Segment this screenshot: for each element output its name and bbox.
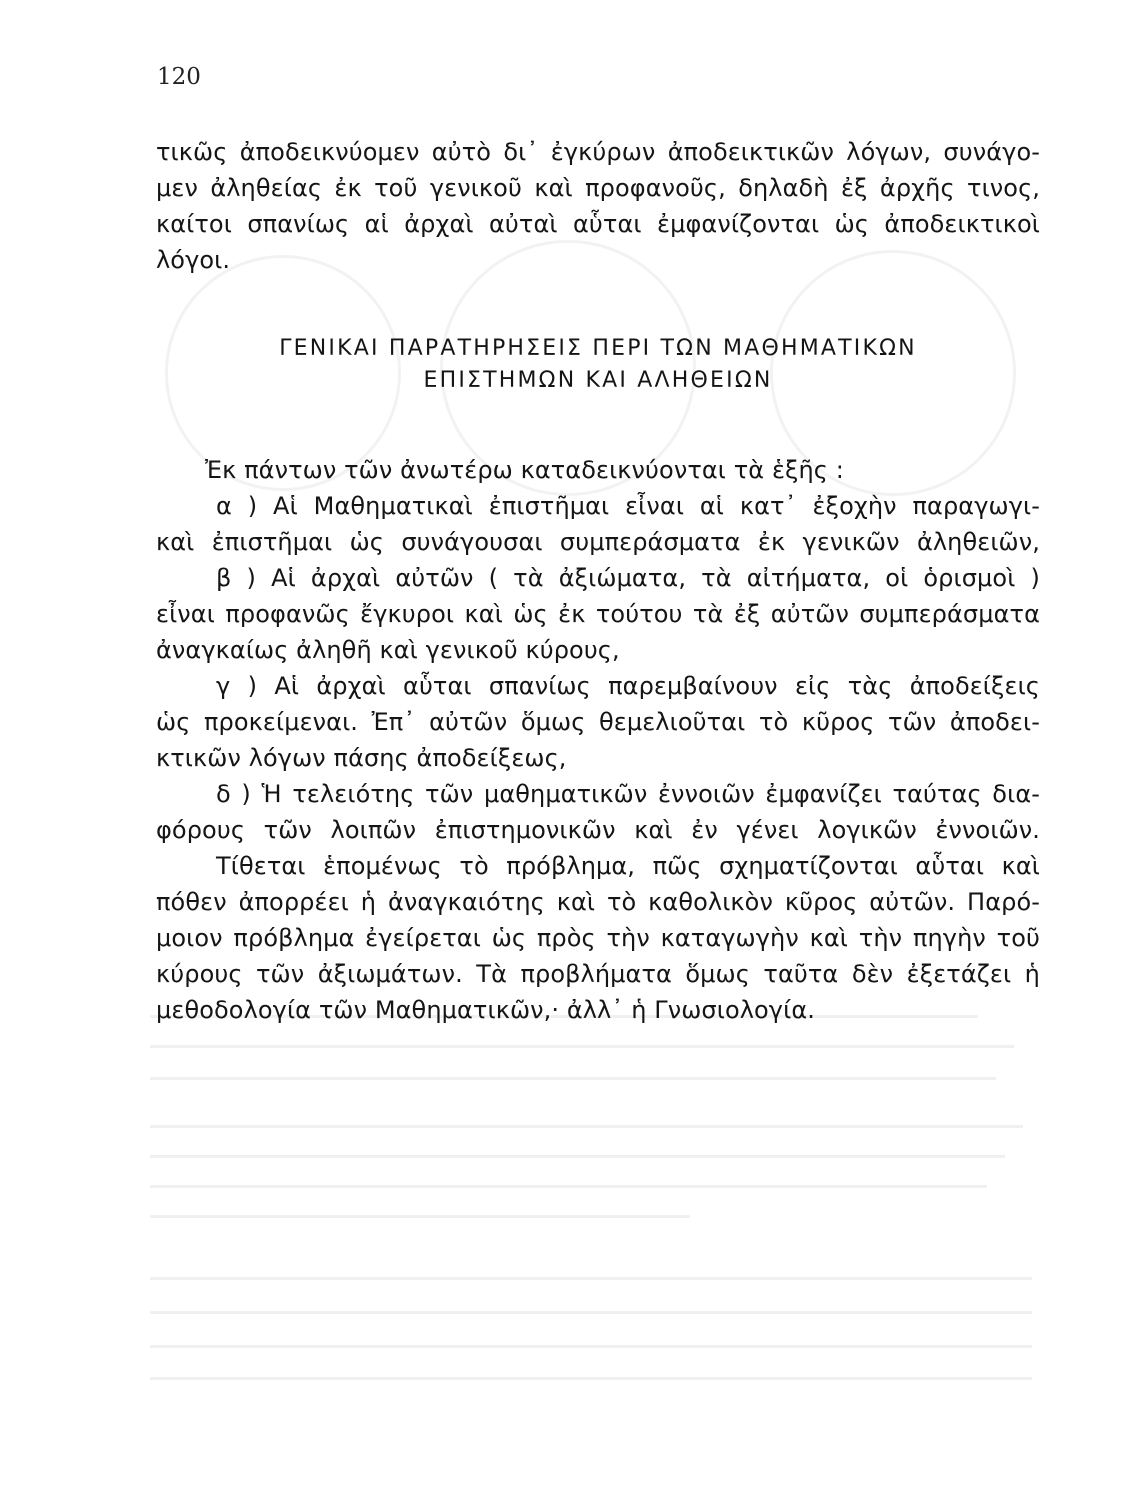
- body-line: μεθοδολογία τῶν Μαθηματικῶν,· ἀλλ᾽ ἡ Γνωσιολογία.: [156, 996, 815, 1024]
- page-number: 120: [157, 64, 201, 90]
- body-line: ὡς προκείμεναι. Ἐπ᾽ αὐτῶν ὅμως θεμελιοῦται τὸ κῦρος τῶν ἀποδει-: [156, 708, 1040, 736]
- show-through-line: [150, 1030, 1050, 1064]
- show-through-line: [150, 1362, 1050, 1396]
- intro-line: μεν ἀληθείας ἐκ τοῦ γενικοῦ καὶ προφανοῦς, δηλαδὴ ἐξ ἀρχῆς τινος,: [156, 174, 1040, 202]
- body-line: α ) Αἱ Μαθηματικαὶ ἐπιστῆμαι εἶναι αἱ κατ᾽ ἐξοχὴν παραγωγι-: [216, 492, 1040, 520]
- show-through-line: [150, 1330, 1050, 1364]
- body-line: καὶ ἐπιστῆμαι ὡς συνάγουσαι συμπεράσματα ἐκ γενικῶν ἀληθειῶν,: [156, 528, 1040, 556]
- body-line: πόθεν ἀπορρέει ἡ ἀναγκαιότης καὶ τὸ καθολικὸν κῦρος αὐτῶν. Παρό-: [156, 888, 1040, 916]
- body-line: β ) Αἱ ἀρχαὶ αὐτῶν ( τὰ ἀξιώματα, τὰ αἰτήματα, οἱ ὁρισμοὶ ): [216, 564, 1040, 592]
- body-line: μοιον πρόβλημα ἐγείρεται ὡς πρὸς τὴν καταγωγὴν καὶ τὴν πηγὴν τοῦ: [156, 924, 1040, 952]
- section-heading-line-1: ΓΕΝΙΚΑΙ ΠΑΡΑΤΗΡΗΣΕΙΣ ΠΕΡΙ ΤΩΝ ΜΑΘΗΜΑΤΙΚΩΝ: [279, 336, 917, 361]
- body-line: Τίθεται ἑπομένως τὸ πρόβλημα, πῶς σχηματίζονται αὗται καὶ: [216, 852, 1040, 880]
- body-line: γ ) Αἱ ἀρχαὶ αὗται σπανίως παρεμβαίνουν εἰς τὰς ἀποδείξεις: [216, 672, 1040, 700]
- show-through-line: [150, 1110, 1050, 1144]
- show-through-line: [150, 1170, 1050, 1204]
- body-line: κύρους τῶν ἀξιωμάτων. Τὰ προβλήματα ὅμως ταῦτα δὲν ἐξετάζει ἡ: [156, 960, 1040, 988]
- body-line: δ ) Ἡ τελειότης τῶν μαθηματικῶν ἐννοιῶν ἐμφανίζει ταύτας δια-: [216, 780, 1040, 808]
- body-line: φόρους τῶν λοιπῶν ἐπιστημονικῶν καὶ ἐν γένει λογικῶν ἐννοιῶν.: [156, 816, 1040, 844]
- intro-line: καίτοι σπανίως αἱ ἀρχαὶ αὐταὶ αὗται ἐμφανίζονται ὡς ἀποδεικτικοὶ: [156, 210, 1040, 238]
- section-heading-line-2: ΕΠΙΣΤΗΜΩΝ ΚΑΙ ΑΛΗΘΕΙΩΝ: [423, 368, 773, 393]
- show-through-line: [150, 1200, 1050, 1234]
- show-through-line: [150, 1296, 1050, 1330]
- body-line: Ἐκ πάντων τῶν ἀνωτέρω καταδεικνύονται τὰ ἑξῆς :: [205, 456, 844, 484]
- show-through-line: [150, 1062, 1050, 1096]
- body-line: εἶναι προφανῶς ἔγκυροι καὶ ὡς ἐκ τούτου τὰ ἐξ αὐτῶν συμπεράσματα: [156, 600, 1040, 628]
- show-through-line: [150, 1140, 1050, 1174]
- body-line: ἀναγκαίως ἀληθῆ καὶ γενικοῦ κύρους,: [156, 636, 620, 664]
- show-through-line: [150, 1262, 1050, 1296]
- body-line: κτικῶν λόγων πάσης ἀποδείξεως,: [156, 744, 567, 772]
- intro-line: λόγοι.: [156, 246, 231, 274]
- intro-line: τικῶς ἀποδεικνύομεν αὐτὸ δι᾽ ἐγκύρων ἀποδεικτικῶν λόγων, συνάγο-: [156, 138, 1040, 166]
